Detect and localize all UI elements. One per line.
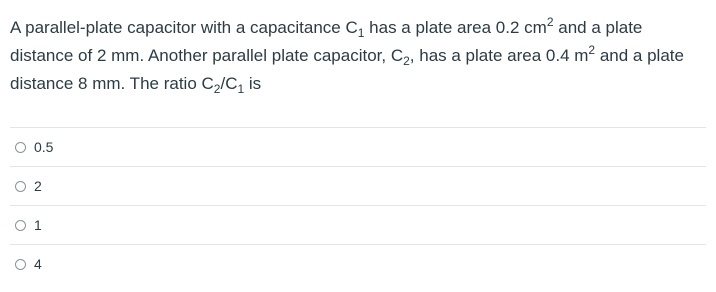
subscript: 1 — [357, 26, 365, 40]
answer-option-4[interactable] — [10, 244, 706, 283]
radio-button[interactable] — [15, 142, 26, 153]
subscript: 1 — [237, 82, 245, 96]
answer-option-2[interactable] — [10, 166, 706, 205]
answer-label: 4 — [34, 256, 42, 272]
radio-button[interactable] — [15, 259, 26, 270]
answer-label: 0.5 — [34, 139, 54, 155]
superscript: 2 — [588, 43, 596, 57]
question-text-part: , has a plate area 0.4 m — [409, 46, 589, 65]
question-text-part: and a plate distance of 2 mm. Another parallel plate capacitor, C — [10, 18, 643, 65]
answer-label: 1 — [34, 217, 42, 233]
question-text-part: is — [244, 74, 262, 93]
question-text — [10, 14, 706, 98]
radio-button[interactable] — [15, 220, 26, 231]
question-text-part: has a plate area 0.2 cm — [364, 18, 547, 37]
answer-option-3[interactable] — [10, 205, 706, 244]
question-text-part: A parallel-plate capacitor with a capacitance C — [10, 18, 358, 37]
question-text-part: /C — [220, 74, 238, 93]
subscript: 2 — [213, 82, 221, 96]
answer-label: 2 — [34, 178, 42, 194]
subscript: 2 — [403, 54, 410, 68]
question-text-part: and a plate distance 8 mm. The ratio C — [10, 46, 684, 93]
answer-list — [10, 127, 706, 283]
answer-option-1[interactable] — [10, 127, 706, 166]
radio-button[interactable] — [15, 181, 26, 192]
superscript: 2 — [546, 15, 554, 29]
